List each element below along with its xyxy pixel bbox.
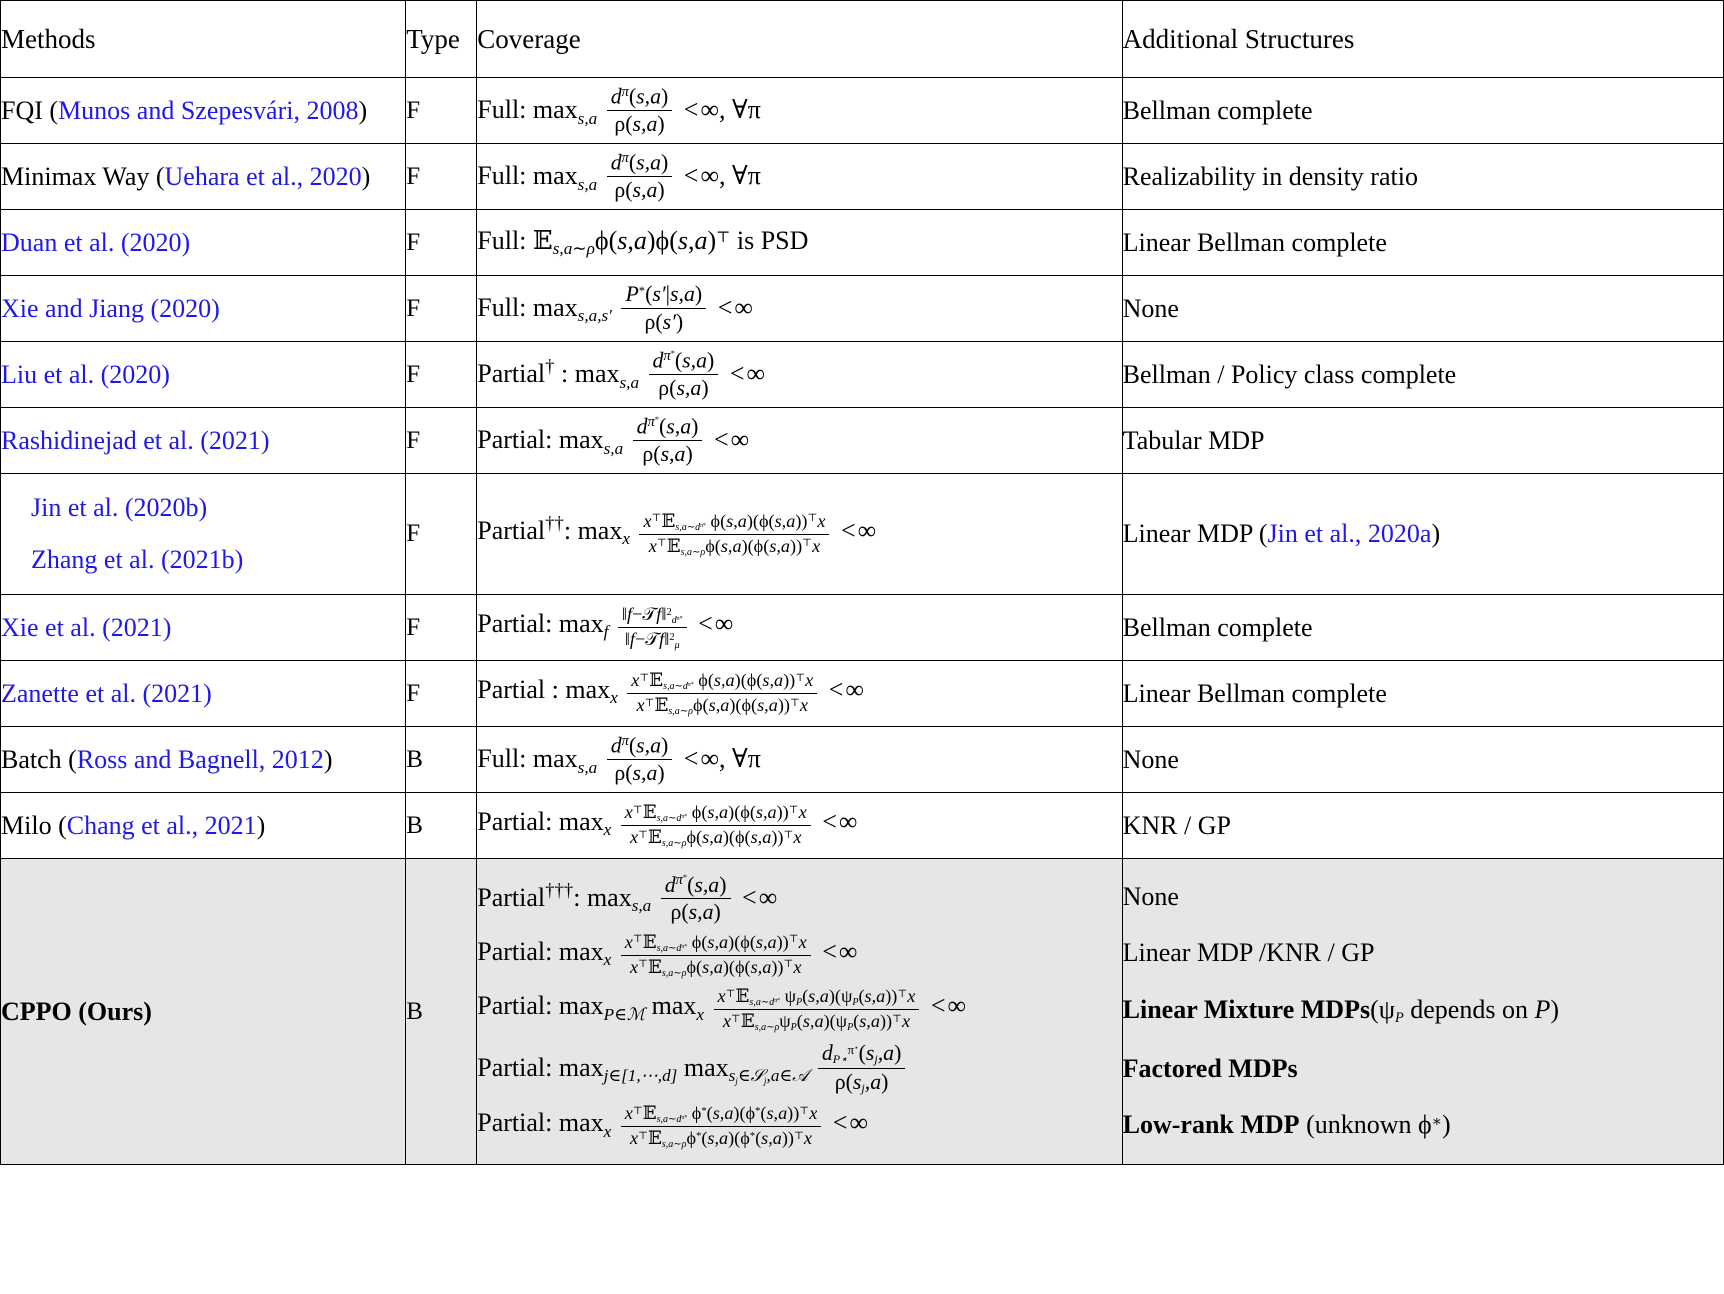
coverage-label: Partial [477, 515, 546, 545]
method-cell-ours [1, 859, 406, 1165]
table-row [1, 144, 1724, 210]
citation-link[interactable]: Jin et al., 2020a [1267, 519, 1432, 548]
additional-line-4 [1123, 1055, 1723, 1084]
coverage-cell: Full: maxs,a $\frac{d\pi(s,a)}{\rho(s,a)}$ <∞, ∀π [477, 144, 1122, 210]
method-cell [1, 727, 406, 793]
additional-prefix: Linear MDP ( [1122, 519, 1268, 548]
type-cell: F [406, 474, 477, 595]
table-row [1, 595, 1724, 661]
coverage-label: Partial: [477, 991, 553, 1021]
additional-line-5: Low-rank MDP (unknown ϕ∗) [1122, 1110, 1451, 1140]
table-row [1, 793, 1724, 859]
table-header-row [1, 1, 1724, 78]
table-row [1, 78, 1724, 144]
method-suffix: ) [361, 161, 371, 191]
header-methods: Methods [1, 1, 406, 78]
header-type: Type [406, 1, 477, 78]
coverage-cell: Partial: maxf $\frac{\text{‖f−𝒯f‖2dπ*}}{\text{‖f−𝒯f‖2μ}}$ <∞ [477, 595, 1122, 661]
method-cell [1, 78, 406, 144]
method-prefix: Batch ( [1, 744, 77, 774]
citation-link[interactable]: Uehara et al., 2020 [164, 161, 362, 191]
coverage-label: Partial : [477, 675, 559, 704]
method-cell [1, 408, 406, 474]
citation-link[interactable]: Duan et al. (2020) [1, 227, 191, 257]
method-cell [1, 595, 406, 661]
coverage-label: Partial [477, 359, 546, 389]
table-row [1, 474, 1724, 595]
coverage-label: Partial: [477, 807, 553, 836]
citation-link[interactable]: Munos and Szepesvári, 2008 [58, 95, 359, 125]
header-additional-structures: Additional Structures [1122, 1, 1723, 78]
coverage-label: Full: [477, 95, 527, 125]
coverage-line-3: Partial: maxP∈ℳ maxx $\frac{\text{x⊤𝔼s,a∼dπ* ψP(s,a)(ψP(s,a))⊤x}}{\text{x⊤𝔼s,a∼ρψP(s,a)(ψP(s,a))⊤x}}$ <∞ [477, 986, 967, 1034]
coverage-cell: Full: maxs,a,s′ $\frac{P*(s'|s,a)}{\rho(s')}$ <∞ [477, 276, 1122, 342]
coverage-cell: Partial: maxs,a $\frac{d\pi*(s,a)}{\rho(s,a)}$ <∞ [477, 408, 1122, 474]
additional-label: Factored MDPs [1122, 1053, 1298, 1083]
type-cell: B [406, 793, 477, 859]
method-cell [1, 342, 406, 408]
coverage-label: Partial: [477, 936, 553, 966]
coverage-cell: Partial : maxx $\frac{\text{x⊤𝔼s,a∼dπ* ϕ(s,a)(ϕ(s,a))⊤x}}{\text{x⊤𝔼s,a∼ρϕ(s,a)(ϕ(s,a))⊤x}}$ <∞ [477, 661, 1122, 727]
note-close: ) [1441, 1110, 1451, 1140]
additional-label: Low-rank MDP [1122, 1110, 1300, 1140]
coverage-label: Full: [477, 161, 527, 191]
coverage-line-4: Partial: maxj∈[1,⋯,d] maxsj∈𝒮j,a∈𝒜 $\frac{dP⋆\pi⋆(sj,a)}{\rho(sj,a)}$ [477, 1041, 1121, 1096]
type-cell: B [406, 727, 477, 793]
method-suffix: ) [358, 95, 368, 125]
additional-cell: Linear Bellman complete [1122, 210, 1723, 276]
additional-cell: Bellman complete [1122, 595, 1723, 661]
method-cell [1, 474, 406, 595]
method-cell [1, 144, 406, 210]
coverage-line-2: Partial: maxx $\frac{\text{x⊤𝔼s,a∼dπ* ϕ(s,a)(ϕ(s,a))⊤x}}{\text{x⊤𝔼s,a∼ρϕ(s,a)(ϕ(s,a))⊤x}}$ <∞ [477, 931, 858, 979]
citation-link[interactable]: Rashidinejad et al. (2021) [1, 425, 270, 455]
coverage-label: Partial: [477, 1108, 553, 1138]
coverage-label: Full: [477, 225, 527, 255]
coverage-cell: Full: maxs,a $\frac{d\pi(s,a)}{\rho(s,a)}$ <∞, ∀π [477, 78, 1122, 144]
type-cell: F [406, 661, 477, 727]
table-row [1, 210, 1724, 276]
additional-cell: Realizability in density ratio [1122, 144, 1723, 210]
coverage-line-1: Partial†††: maxs,a $\frac{d\pi*(s,a)}{\rho(s,a)}$ <∞ [477, 872, 778, 924]
coverage-label: Full: [477, 293, 527, 322]
table-row-ours [1, 859, 1724, 1165]
type-cell-ours: B [406, 859, 477, 1165]
citation-link[interactable]: Chang et al., 2021 [66, 810, 257, 840]
additional-line-3: Linear Mixture MDPs(ψP depends on P) [1122, 994, 1560, 1027]
additional-cell: Tabular MDP [1122, 408, 1723, 474]
coverage-cell: Partial: maxx $\frac{\text{x⊤𝔼s,a∼dπ* ϕ(s,a)(ϕ(s,a))⊤x}}{\text{x⊤𝔼s,a∼ρϕ(s,a)(ϕ(s,a))⊤x}}$ <∞ [477, 793, 1122, 859]
method-cell [1, 276, 406, 342]
citation-link[interactable]: Zanette et al. (2021) [1, 678, 212, 708]
additional-cell: Bellman / Policy class complete [1122, 342, 1723, 408]
citation-link[interactable]: Jin et al. (2020b) [31, 493, 208, 523]
type-cell: F [406, 78, 477, 144]
method-prefix: FQI ( [1, 95, 59, 125]
table-row [1, 342, 1724, 408]
additional-suffix: ) [1431, 519, 1441, 548]
note-open: ( [1370, 994, 1379, 1024]
citation-link[interactable]: Zhang et al. (2021b) [31, 545, 244, 574]
method-cell [1, 661, 406, 727]
additional-cell: Bellman complete [1122, 78, 1723, 144]
method-suffix: ) [323, 744, 333, 774]
table-row [1, 661, 1724, 727]
additional-cell-ours [1122, 859, 1723, 1165]
type-cell: F [406, 276, 477, 342]
additional-cell: Linear Bellman complete [1122, 661, 1723, 727]
note-open: (unknown [1306, 1110, 1418, 1140]
note-mid: depends on [1403, 994, 1535, 1024]
type-cell: F [406, 342, 477, 408]
method-cell [1, 793, 406, 859]
additional-cell [1122, 474, 1723, 595]
method-name-ours: CPPO (Ours) [1, 996, 152, 1026]
additional-cell: None [1122, 727, 1723, 793]
coverage-label: Partial [477, 882, 546, 912]
type-cell: F [406, 144, 477, 210]
method-suffix: ) [256, 810, 266, 840]
header-coverage: Coverage [477, 1, 1122, 78]
method-prefix: Minimax Way ( [1, 161, 165, 191]
table-row [1, 276, 1724, 342]
coverage-cell: Full: 𝔼s,a∼ρϕ(s,a)ϕ(s,a)⊤ is PSD [477, 210, 1122, 276]
note-close: ) [1550, 994, 1560, 1024]
coverage-label: Full: [477, 744, 527, 774]
coverage-cell: Partial† : maxs,a $\frac{d\pi*(s,a)}{\rho(s,a)}$ <∞ [477, 342, 1122, 408]
coverage-label: Partial: [477, 425, 553, 455]
coverage-cell: Partial††: maxx $\frac{\text{x⊤𝔼s,a∼dπ* ϕ(s,a)(ϕ(s,a))⊤x}}{\text{x⊤𝔼s,a∼ρϕ(s,a)(ϕ(s,a))⊤x}}$ <∞ [477, 474, 1122, 595]
coverage-label: Partial: [477, 609, 553, 638]
type-cell: F [406, 210, 477, 276]
method-cell [1, 210, 406, 276]
additional-label: Linear Mixture MDPs [1122, 994, 1371, 1024]
citation-link[interactable]: Xie and Jiang (2020) [1, 293, 220, 323]
citation-link[interactable]: Xie et al. (2021) [1, 612, 172, 642]
method-prefix: Milo ( [1, 810, 67, 840]
table-row [1, 408, 1724, 474]
citation-link[interactable]: Ross and Bagnell, 2012 [76, 744, 324, 774]
table-row [1, 727, 1724, 793]
coverage-line-5: Partial: maxx $\frac{\text{x⊤𝔼s,a∼dπ* ϕ*(s,a)(ϕ*(s,a))⊤x}}{\text{x⊤𝔼s,a∼ρϕ*(s,a)(ϕ*(s,a))⊤x}}$ <∞ [477, 1103, 869, 1151]
citation-link[interactable]: Liu et al. (2020) [1, 359, 170, 389]
type-cell: F [406, 595, 477, 661]
coverage-cell-ours [477, 859, 1122, 1165]
additional-line-1: None [1122, 881, 1179, 911]
additional-line-2: Linear MDP /KNR / GP [1122, 938, 1375, 968]
additional-cell: None [1122, 276, 1723, 342]
coverage-cell: Full: maxs,a $\frac{d\pi(s,a)}{\rho(s,a)}$ <∞, ∀π [477, 727, 1122, 793]
coverage-label: Partial: [477, 1052, 553, 1082]
type-cell: F [406, 408, 477, 474]
additional-cell: KNR / GP [1122, 793, 1723, 859]
